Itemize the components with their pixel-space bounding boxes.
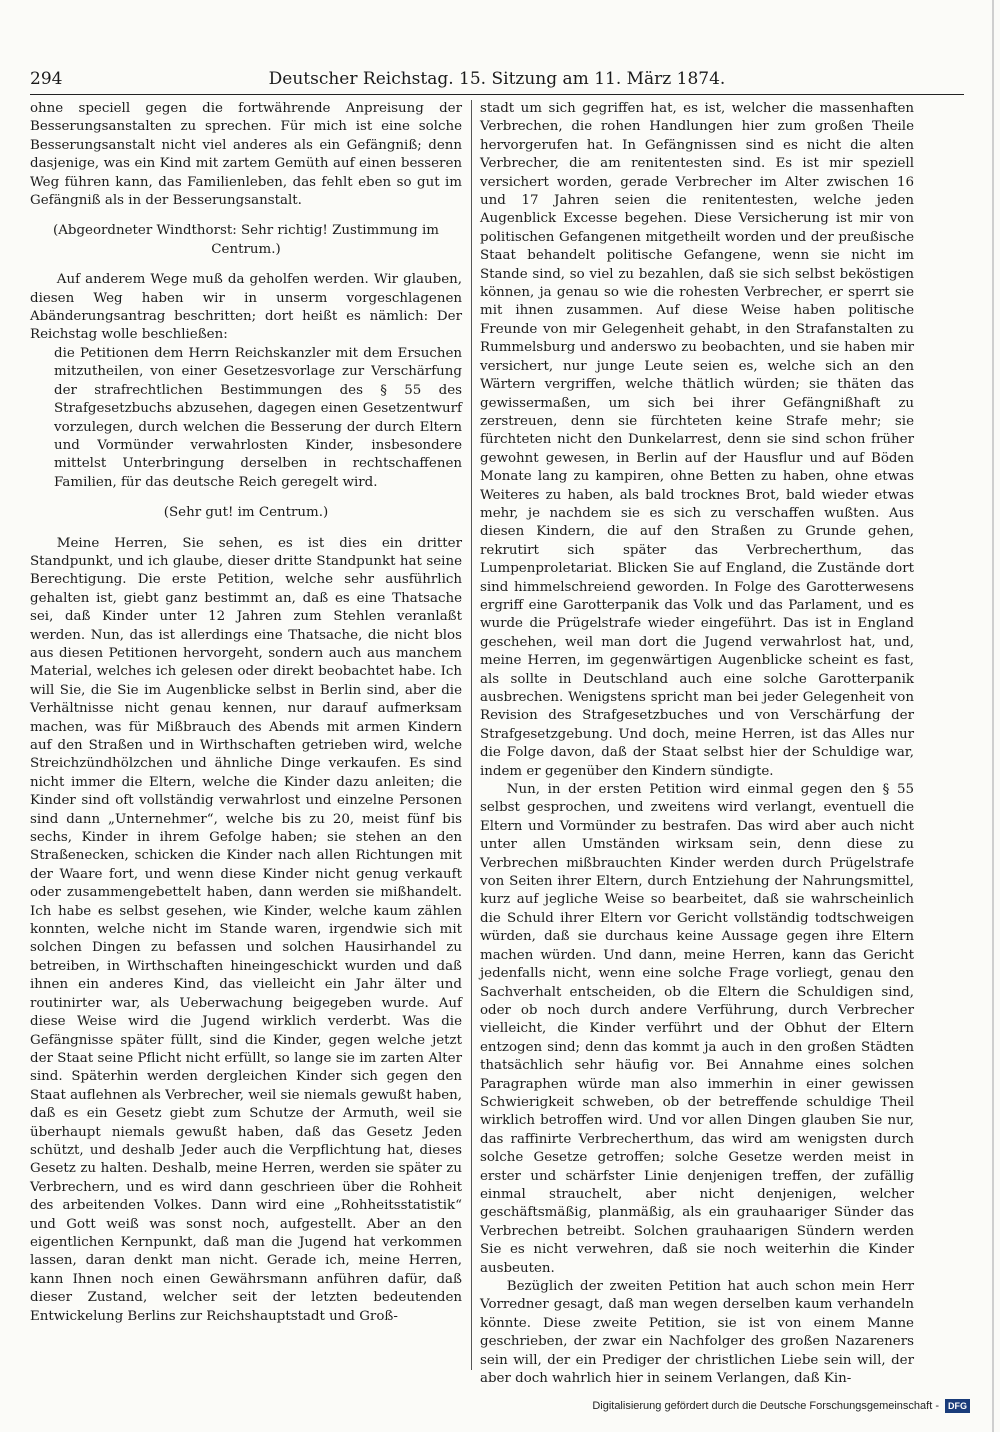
left-paragraph-2: Auf anderem Wege muß da geholfen werden. Wir glauben, diesen Weg haben wir in unserm vorgeschlagenen Abänderungsantrag beschritten; dort heißt es nämlich: Der Reichstag wolle beschließen: — [30, 272, 462, 343]
digitization-credit — [592, 1396, 970, 1416]
motion-quote: die Petitionen dem Herrn Reichskanzler mit dem Ersuchen mitzutheilen, von einer Gesetzesvorlage zur Verschärfung der strafrechtlichen Bestimmungen des § 55 des Strafgesetzbuchs abzusehen, dagegen einen Gesetzentwurf vorzulegen, durch welchen die Besserung der durch Eltern und Vormünder verwahrlosten Kinder, insbesondere mittelst Unterbringung derselben in rechtschaffenen Familien, für das deutsche Reich geregelt wird. — [54, 345, 462, 490]
page-header — [30, 66, 964, 92]
scan-edge — [992, 0, 994, 1432]
left-paragraph-1: ohne speciell gegen die fortwährende Anpreisung der Besserungsanstalten zu sprechen. Für mich ist eine solche Besserungsanstalt nicht viel anderes als ein Gefängniß; denn dasjenige, was ein Kind mit zartem Gemüth auf einen besseren Weg führen kann, das Familienleben, das fehlt eben so gut im Gefängniß als in der Besserungsanstalt. — [30, 101, 462, 209]
right-column — [480, 100, 914, 1387]
left-paragraph-3: Meine Herren, Sie sehen, es ist dies ein dritter Standpunkt, und ich glaube, dieser dritte Standpunkt hat seine Berechtigung. Die erste Petition, welche sehr ausführlich gehalten ist, giebt ganz bestimmt an, daß es eine Thatsache sei, daß Kinder unter 12 Jahren zum Stehlen veranlaßt werden. Nun, das ist allerdings eine Thatsache, die nicht blos aus diesen Petitionen hervorgeht, sondern auch aus manchem Material, welches ich gelesen oder direkt beobachtet habe. Ich will Sie, die Sie im Augenblicke selbst in Berlin sind, aber die Verhältnisse nicht genau kennen, nur darauf aufmerksam machen, was für Mißbrauch des Abends mit armen Kindern auf den Straßen und in Wirthschaften getrieben wird, welche Streichzündhölzchen und ähnliche Dinge verkaufen. Es sind nicht immer die Eltern, welche die Kinder dazu anleiten; die Kinder sind oft vollständig verwahrlost und einzelne Personen sind dann „Unternehmer“, welche bis zu 20, meist fünf bis sechs, Kinder in ihrem Gefolge haben; sie stehen an den Straßenecken, schicken die Kinder nach allen Richtungen mit der Waare fort, und wenn diese Kinder nicht genug verkauft oder zusammengebettelt haben, dann werden sie mißhandelt. Ich habe es selbst gesehen, wie Kinder, welche kaum zählen konnten, welche nicht im Stande waren, irgendwie sich mit solchen Dingen zu befassen und solchen Hausirhandel zu betreiben, in Wirthschaften hineingeschickt wurden und daß ihnen ein anderes Kind, das vielleicht ein Jahr älter und routinirter war, als Ueberwachung beigegeben wurde. Auf diese Weise wird die Jugend wirklich verderbt. Was die Gefängnisse später füllt, sind die Kinder, gegen welche jetzt der Staat seine Pflicht nicht erfüllt, so lange sie im zarten Alter sind. Späterhin werden dergleichen Kinder sich gegen den Staat auflehnen als Verbrecher, weil sie niemals gewußt haben, daß es ein Gesetz giebt zum Schutze der Armuth, weil sie überhaupt niemals gewußt haben, daß das Gesetz Jeden schützt, und deshalb Jeder auch die Verpflichtung hat, dieses Gesetz zu halten. Deshalb, meine Herren, werden sie später zu Verbrechern, und es wird dann geschrieen über die Rohheit des arbeitenden Volkes. Dann wird eine „Rohheitsstatistik“ und Gott weiß was sonst noch, aufgestellt. Aber an den eigentlichen Kernpunkt, daß man die Jugend hat verkommen lassen, daran denkt man nicht. Gerade ich, meine Herren, kann Ihnen noch einen Gewährsmann anführen dafür, daß dieser Zustand, welcher seit der letzten bedeutenden Entwickelung Berlins zur Reichshauptstadt und Groß- — [30, 535, 462, 1324]
running-title: Deutscher Reichstag. 15. Sitzung am 11. März 1874. — [268, 69, 726, 89]
dfg-logo: DFG — [945, 1399, 970, 1413]
header-rule — [30, 94, 964, 95]
left-column — [30, 100, 462, 1372]
right-paragraph-2: Nun, in der ersten Petition wird einmal gegen den § 55 selbst gesprochen, und zweitens wird verlangt, eventuell die Eltern und Vormünder zu bestrafen. Das wird aber auch nicht unter allen Umständen wirksam sein, denn diese zu Verbrechen mißbrauchten Kinder werden durch Prügelstrafe von Seiten ihrer Eltern, durch Entziehung der Nahrungsmittel, kurz auf jegliche Weise so bearbeitet, daß sie wahrscheinlich die Schuld ihrer Eltern vor Gericht vollständig todtschweigen würden, daß sie durchaus keine Aussage gegen ihre Eltern machen würden. Und dann, meine Herren, kann das Gericht jedenfalls nicht, wenn eine solche Frage vorliegt, genau den Sachverhalt entscheiden, ob die Eltern die Schuldigen sind, oder ob noch durch andere Verführung, durch Verbrecher vielleicht, die Kinder verführt und der Obhut der Eltern entzogen sind; denn das kommt ja auch in den großen Städten thatsächlich sehr häufig vor. Bei Annahme eines solchen Paragraphen würde man also immerhin in einer gewissen Schwierigkeit schweben, ob der betreffende schuldige Theil wirklich betroffen wird. Und vor allen Dingen glauben Sie nur, das raffinirte Verbrecherthum, das wird am wenigsten durch solche Gesetze getroffen; solche Gesetze werden meist in erster und schärfster Linie denjenigen treffen, der zufällig einmal strauchelt, aber nicht denjenigen, welcher geschäftsmäßig, planmäßig, als ein grauhaariger Sünder das Verbrechen betreibt. Solchen grauhaarigen Sündern werden Sie es nicht verwehren, daß sie noch weiterhin die Kinder ausbeuten. — [480, 782, 914, 1276]
right-paragraph-3: Bezüglich der zweiten Petition hat auch schon mein Herr Vorredner gesagt, daß man wegen derselben kaum verhandeln könnte. Diese zweite Petition, sie ist von einem Manne geschrieben, der zwar ein Nachfolger des großen Nazareners sein will, der ein Prediger der christlichen Liebe sein will, der aber doch wahrlich hier in seinem Verlangen, daß Kin- — [480, 1279, 914, 1387]
right-paragraph-1: stadt um sich gegriffen hat, es ist, welcher die massenhaften Verbrechen, die rohen Handlungen hier zum großen Theile hervorgerufen hat. In Gefängnissen sind es nicht die alten Verbrecher, die am renitentesten sind. Es ist mir speziell versichert worden, gerade Verbrecher im Alter zwischen 16 und 17 Jahren seien die renitentesten, welche jeden Augenblick Excesse begehen. Diese Versicherung ist mir von politischen Gefangenen mitgetheilt worden und der preußische Staat behandelt politische Gefangene, wenn sie nicht im Stande sind, so viel zu bezahlen, daß sie sich selbst beköstigen können, ja genau so wie die rohesten Verbrecher, er sperrt sie mit ihnen zusammen. Auf diese Weise haben politische Freunde von mir Gelegenheit gehabt, in den Strafanstalten zu Rummelsburg und anderswo zu beobachten, und sie haben mir versichert, nur junge Leute seien es, welche sich an den Wärtern vergriffen, welche thätlich würden; sie thäten das gewissermaßen, um sich bei ihrer Gefängnißhaft zu zerstreuen, denn sie fürchteten keine Strafe mehr; sie fürchteten nicht den Dunkelarrest, denn sie sind schon früher gewohnt gewesen, in Berlin auf der Hausflur und auf Böden Monate lang zu kampiren, ohne Betten zu haben, ohne etwas Weiteres zu haben, als bald trocknes Brot, bald wieder etwas mehr, je nachdem sie es sich zu verschaffen wußten. Aus diesen Kindern, die auf den Straßen zu Grunde gehen, rekrutirt sich später das Verbrecherthum, das Lumpenproletariat. Blicken Sie auf England, die Zustände dort sind himmelschreiend geworden. In Folge des Garotterwesens ergriff eine Garotterpanik das Volk und das Parlament, und es wurde die Prügelstrafe wieder eingeführt. Das ist in England geschehen, weil man dort die Jugend verwahrlost hat, und, meine Herren, im gegenwärtigen Augenblicke scheint es fast, als sollte in Deutschland auch eine solche Garotterpanik ausbrechen. Wenigstens spricht man bei jeder Gelegenheit von Revision des Strafgesetzbuches und von Verschärfung der Strafgesetzgebung. Und doch, meine Herren, ist das Alles nur die Folge davon, daß der Staat selbst hier der Schuldige war, indem er gegenüber den Kindern sündigte. — [480, 101, 914, 779]
page-number: 294 — [30, 69, 63, 89]
interjection-windthorst: (Abgeordneter Windthorst: Sehr richtig! Zustimmung im Centrum.) — [53, 223, 439, 257]
credit-text: Digitalisierung gefördert durch die Deutsche Forschungsgemeinschaft - — [592, 1400, 939, 1412]
interjection-centrum: (Sehr gut! im Centrum.) — [163, 505, 329, 521]
column-divider — [471, 100, 472, 1370]
